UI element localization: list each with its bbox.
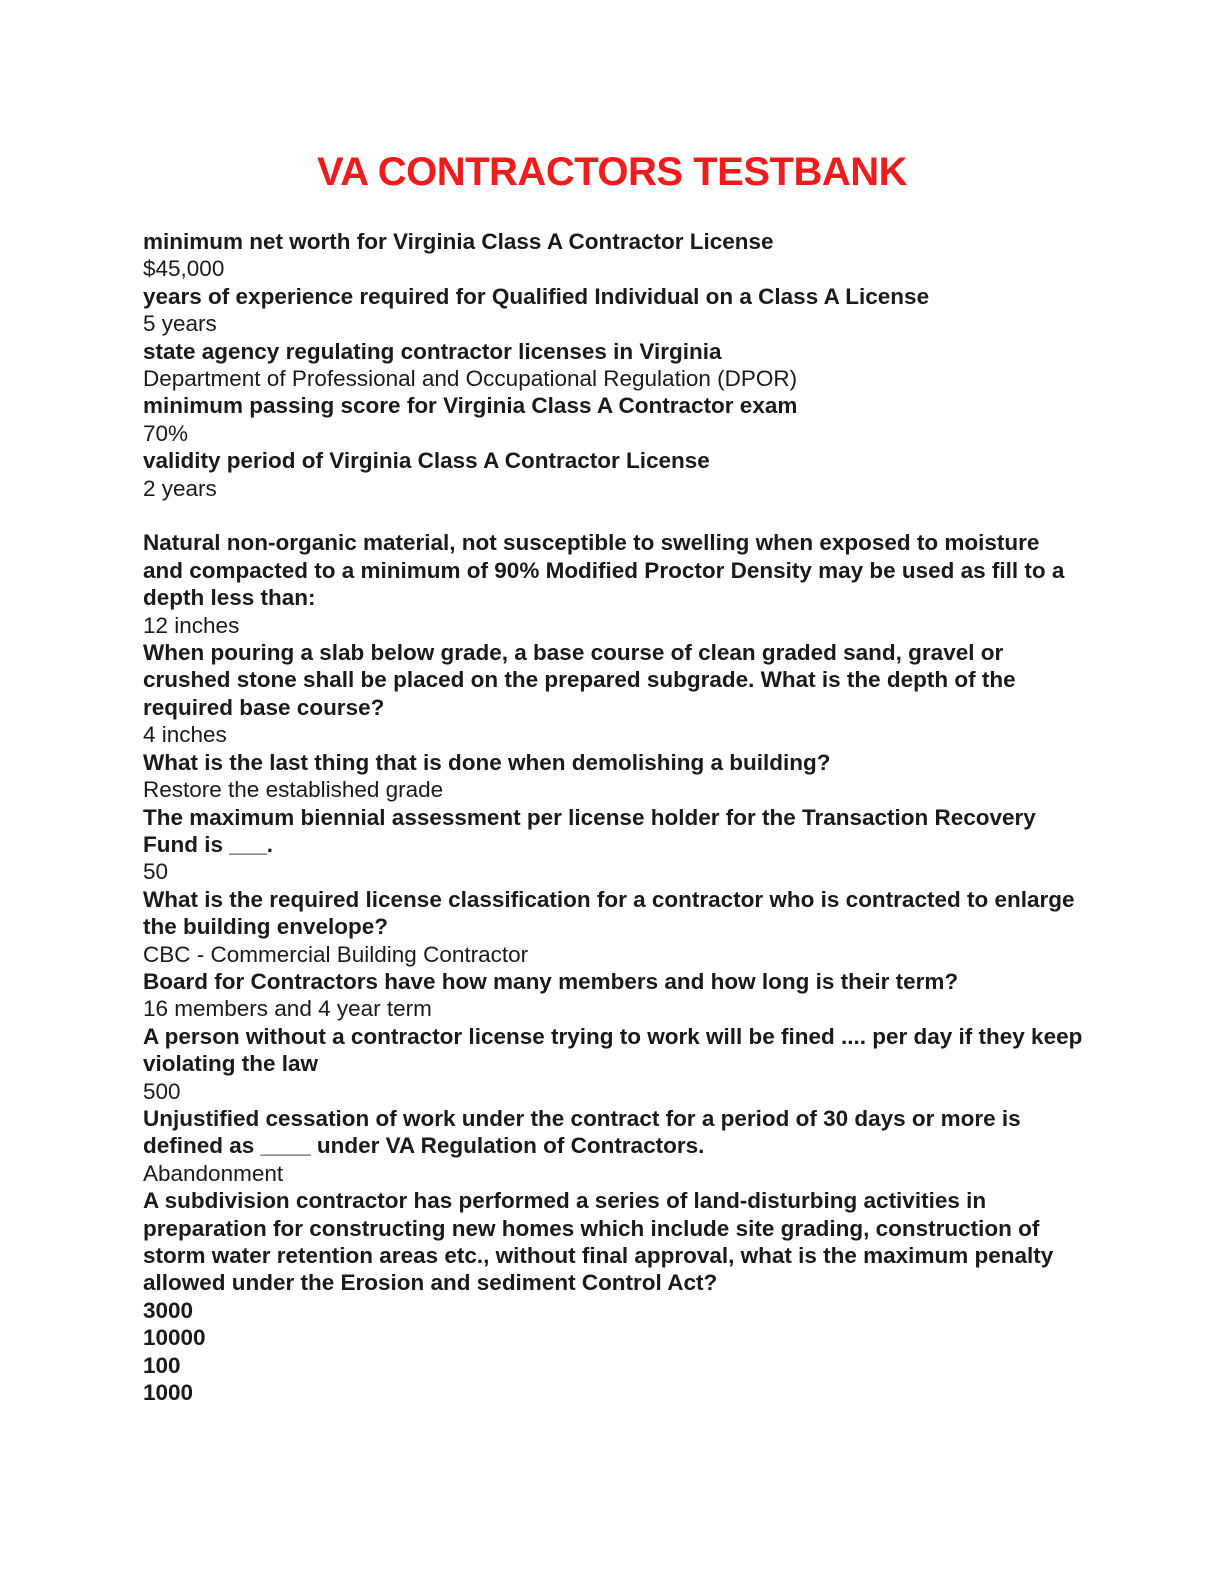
- answer: 16 members and 4 year term: [143, 996, 432, 1022]
- question: What is the required license classification for a contractor who is contracted to enlarge the building envelope?: [143, 886, 1075, 940]
- question: validity period of Virginia Class A Contractor License: [143, 448, 710, 474]
- answer: 5 years: [143, 311, 217, 337]
- answer: Department of Professional and Occupational Regulation (DPOR): [143, 366, 798, 392]
- section-gap: [143, 502, 1083, 529]
- question: years of experience required for Qualified Individual on a Class A License: [143, 283, 930, 309]
- answer-option: 3000: [143, 1297, 194, 1323]
- question: Unjustified cessation of work under the contract for a period of 30 days or more is defined as ____ under VA Regulation of Contractors.: [143, 1105, 1021, 1159]
- answer: 70%: [143, 420, 189, 446]
- answer: 2 years: [143, 475, 217, 501]
- question: The maximum biennial assessment per license holder for the Transaction Recovery Fund is ___.: [143, 804, 1036, 857]
- answer: 12 inches: [143, 612, 240, 638]
- question: A person without a contractor license trying to work will be fined .... per day if they keep violating the law: [143, 1023, 1083, 1077]
- answer: 500: [143, 1078, 181, 1104]
- answer: Abandonment: [143, 1160, 284, 1186]
- question: When pouring a slab below grade, a base course of clean graded sand, gravel or crushed stone shall be placed on the prepared subgrade. What is the depth of the required base course?: [143, 640, 1016, 720]
- answer-option: 10000: [143, 1325, 206, 1351]
- answer: 4 inches: [143, 722, 227, 748]
- question: Board for Contractors have how many members and how long is their term?: [143, 968, 959, 994]
- question: A subdivision contractor has performed a series of land-disturbing activities in preparation for constructing new homes which include site grading, construction of storm water retention areas etc., without final approval, what is the maximum penalty allowed under the Erosion and sediment Control Act?: [143, 1188, 1054, 1296]
- document-title: VA CONTRACTORS TESTBANK: [317, 150, 907, 194]
- answer: Restore the established grade: [143, 777, 444, 803]
- question: minimum net worth for Virginia Class A Contractor License: [143, 229, 774, 254]
- answer-option: 1000: [143, 1380, 194, 1406]
- answer: CBC - Commercial Building Contractor: [143, 941, 529, 967]
- answer-option: 100: [143, 1352, 181, 1378]
- question: minimum passing score for Virginia Class A Contractor exam: [143, 393, 798, 419]
- answer: $45,000: [143, 256, 225, 282]
- question: Natural non-organic material, not susceptible to swelling when exposed to moisture and compacted to a minimum of 90% Modified Proctor Density may be used as fill to a depth less than:: [143, 530, 1065, 611]
- qa-list: [143, 228, 1083, 1406]
- answer: 50: [143, 859, 169, 885]
- question: state agency regulating contractor licenses in Virginia: [143, 338, 722, 364]
- question: What is the last thing that is done when demolishing a building?: [143, 749, 831, 775]
